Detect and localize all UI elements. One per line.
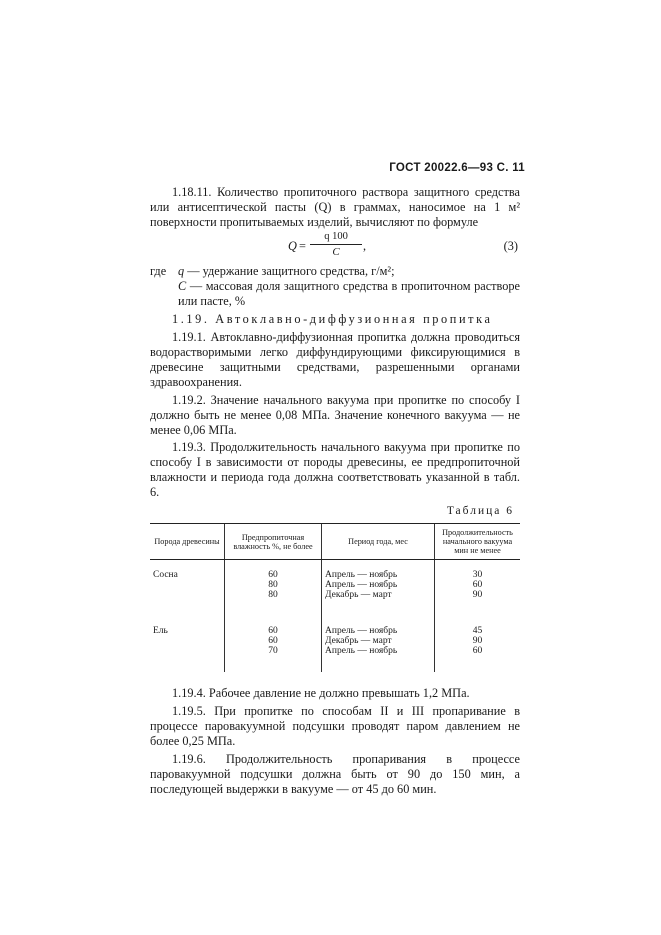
table-row: Сосна 60 80 80 Апрель — ноябрь Апрель — ноябрь Декабрь — март 30 60 90 [150,560,520,617]
paragraph-1-18-11: 1.18.11. Количество пропиточного раствора защитного средства или антисептической пасты (Q) в граммах, наносимое на 1 м² поверхности пропитываемых изделий, вычисляют по формуле [150,185,520,229]
paragraph-1-19-6: 1.19.6. Продолжительность пропаривания в процессе паровакуумной подсушки должна быть от 90 до 150 мин, а последующей выдержки в вакууме — от 45 до 60 мин. [150,752,520,796]
formula-number: (3) [503,239,518,253]
paragraph-1-19-4: 1.19.4. Рабочее давление не должно превышать 1,2 МПа. [172,686,470,700]
formula-fraction [310,230,362,259]
table-row: Ель 60 60 70 Апрель — ноябрь Декабрь — март Апрель — ноябрь 45 90 60 [150,616,520,672]
paragraph-1-19-3: 1.19.3. Продолжительность начального вакуума при пропитке по способу I в зависимости от породы древесины, ее предпропиточной влажности и периода года должна соответствовать указанной в табл. 6. [150,440,520,499]
section-heading-1-19: 1.19. Автоклавно-диффузионная пропитка [172,312,493,326]
formula-3: Q = $\frac{q 100}{C}$ , (3) [288,231,518,258]
where-item-q: где q — удержание защитного средства, г/м²; [150,264,395,278]
paragraph-1-19-1: 1.19.1. Автоклавно-диффузионная пропитка должна проводиться водорастворимыми легко диффундирующими фиксирующимися в древесине защитными средствами, разрешенными органами здравоохранения. [150,330,520,389]
table-header: Продолжительность начального вакуума мин не менее [435,524,521,560]
paragraph-1-19-5: 1.19.5. При пропитке по способам II и III пропаривание в процессе паровакуумной подсушки проводят паром давлением не более 0,25 МПа. [150,704,520,748]
page-header: ГОСТ 20022.6—93 С. 11 [389,162,525,174]
table-caption: Таблица 6 [446,505,514,517]
text-block-top [150,185,520,797]
where-item-c: C — массовая доля защитного средства в пропиточном растворе или пасте, % [178,279,521,308]
formula-lhs: Q [288,239,297,253]
table-6 [150,523,520,672]
table-header: Предпропиточная влажность %, не более [225,524,322,560]
table-header: Период года, мес [322,524,435,560]
table-header: Порода древесины [150,524,225,560]
formula-denominator: C [332,246,340,258]
formula-equals: = [299,239,306,253]
formula-numerator: q 100 [310,230,362,245]
paragraph-1-19-2: 1.19.2. Значение начального вакуума при пропитке по способу I должно быть не менее 0,08 МПа. Значение конечного вакуума — не менее 0,06 МПа. [150,393,520,437]
